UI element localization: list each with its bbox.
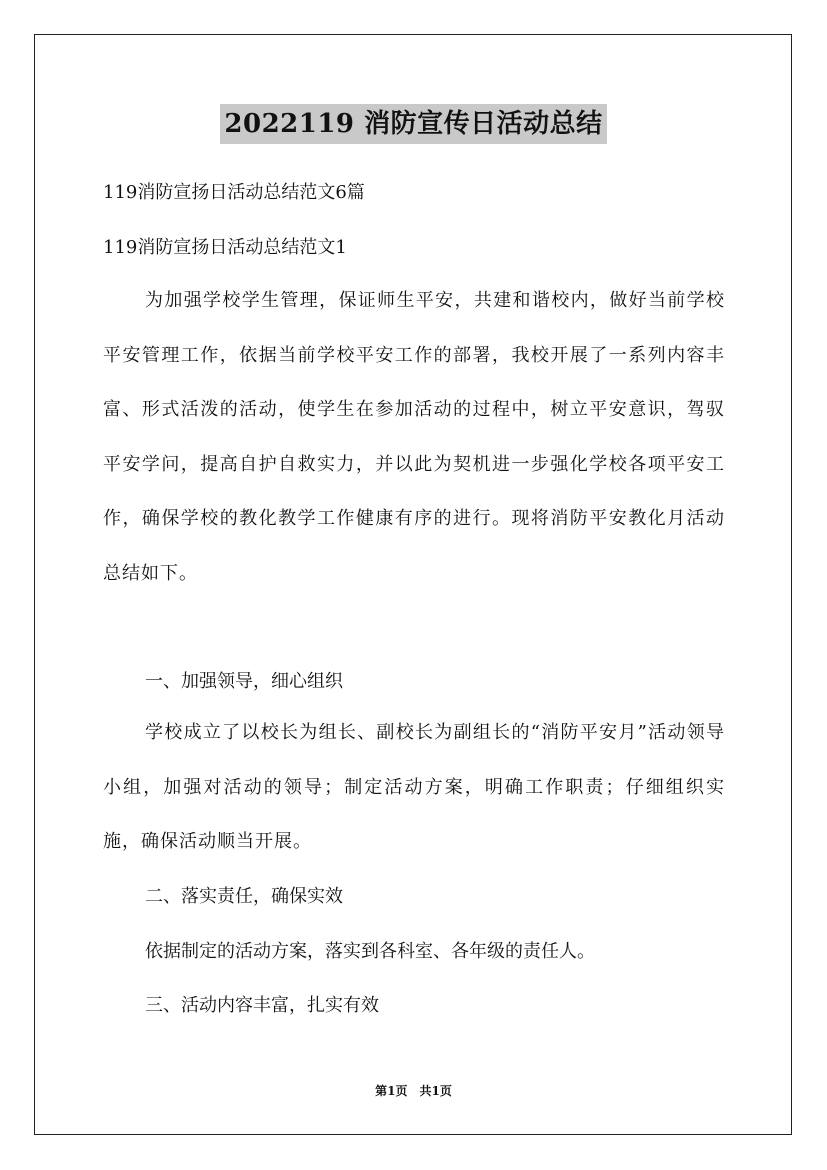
title-container: [0, 104, 827, 144]
document-subtitle: 119消防宣扬日活动总结范文6篇: [103, 182, 365, 203]
document-title: 2022119 消防宣传日活动总结: [220, 104, 606, 144]
heading-3: 三、活动内容丰富，扎实有效: [145, 995, 379, 1016]
section-heading: 119消防宣扬日活动总结范文1: [103, 237, 347, 258]
heading-2: 二、落实责任，确保实效: [145, 886, 343, 907]
paragraph-2: 依据制定的活动方案，落实到各科室、各年级的责任人。: [145, 941, 595, 962]
heading-1: 一、加强领导，细心组织: [145, 671, 343, 692]
page-footer: 第1页 共1页: [375, 1084, 452, 1098]
paragraph-1: 学校成立了以校长为组长、副校长为副组长的“消防平安月”活动领导小组，加强对活动的领导；制定活动方案，明确工作职责；仔细组织实施，确保活动顺当开展。: [103, 722, 725, 853]
intro-paragraph: 为加强学校学生管理，保证师生平安，共建和谐校内，做好当前学校平安管理工作，依据当前学校平安工作的部署，我校开展了一系列内容丰富、形式活泼的活动，使学生在参加活动的过程中，树立平安意识，驾驭平安学问，提高自护自救实力，并以此为契机进一步强化学校各项平安工作，确保学校的教化教学工作健康有序的进行。现将消防平安教化月活动总结如下。: [103, 290, 725, 584]
